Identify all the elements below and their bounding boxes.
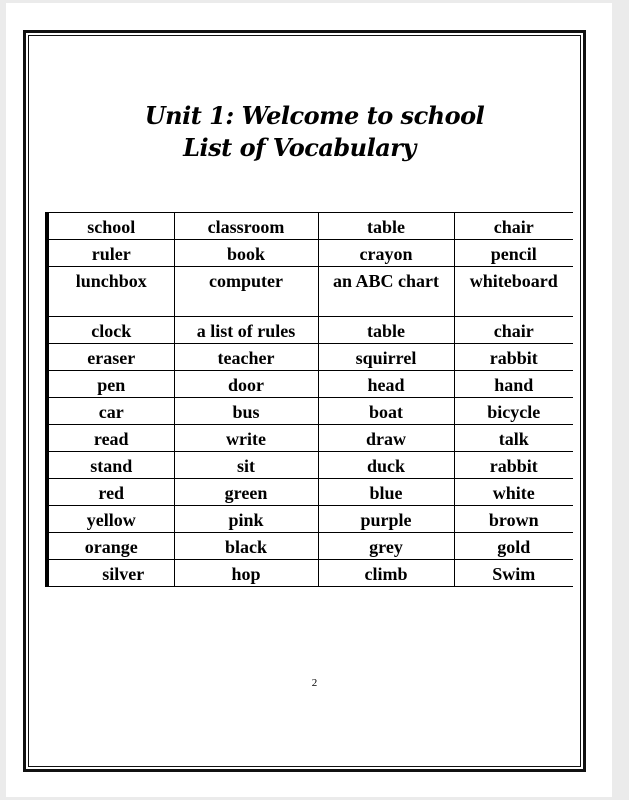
vocabulary-list-title: List of Vocabulary — [183, 133, 416, 162]
table-row — [47, 371, 573, 398]
vocab-cell: sit — [174, 452, 318, 479]
vocab-cell: computer — [174, 267, 318, 317]
table-row — [47, 533, 573, 560]
vocab-cell: door — [174, 371, 318, 398]
table-row — [47, 425, 573, 452]
vocab-cell: gold — [454, 533, 573, 560]
table-row — [47, 240, 573, 267]
vocab-cell: stand — [47, 452, 174, 479]
vocab-cell: pen — [47, 371, 174, 398]
vocab-cell: purple — [318, 506, 454, 533]
vocab-cell: crayon — [318, 240, 454, 267]
page-title — [0, 100, 629, 164]
vocab-cell: a list of rules — [174, 317, 318, 344]
table-row — [47, 479, 573, 506]
vocab-cell: grey — [318, 533, 454, 560]
vocab-cell: brown — [454, 506, 573, 533]
vocab-cell: chair — [454, 317, 573, 344]
vocab-cell: black — [174, 533, 318, 560]
vocab-cell: table — [318, 213, 454, 240]
page-number: 2 — [311, 677, 318, 689]
vocab-cell: rabbit — [454, 452, 573, 479]
vocab-cell: orange — [47, 533, 174, 560]
vocab-cell: red — [47, 479, 174, 506]
vocab-cell: climb — [318, 560, 454, 587]
vocab-cell: write — [174, 425, 318, 452]
vocab-cell: yellow — [47, 506, 174, 533]
vocab-cell: bicycle — [454, 398, 573, 425]
table-row — [47, 317, 573, 344]
vocab-cell: eraser — [47, 344, 174, 371]
vocab-cell: silver — [47, 560, 174, 587]
vocab-cell: car — [47, 398, 174, 425]
vocab-cell: squirrel — [318, 344, 454, 371]
table-row — [47, 506, 573, 533]
vocab-cell: white — [454, 479, 573, 506]
vocab-cell: read — [47, 425, 174, 452]
vocab-cell: blue — [318, 479, 454, 506]
vocab-cell: hand — [454, 371, 573, 398]
vocab-cell: bus — [174, 398, 318, 425]
table-row — [47, 213, 573, 240]
table-row — [47, 452, 573, 479]
vocab-cell: chair — [454, 213, 573, 240]
vocab-cell: pink — [174, 506, 318, 533]
vocab-cell: ruler — [47, 240, 174, 267]
vocab-cell: talk — [454, 425, 573, 452]
vocab-cell: rabbit — [454, 344, 573, 371]
vocab-cell: school — [47, 213, 174, 240]
vocab-cell: book — [174, 240, 318, 267]
table-row — [47, 344, 573, 371]
vocab-cell: clock — [47, 317, 174, 344]
vocab-cell: classroom — [174, 213, 318, 240]
vocab-cell: Swim — [454, 560, 573, 587]
vocab-cell: an ABC chart — [318, 267, 454, 317]
vocab-cell: whiteboard — [454, 267, 573, 317]
vocab-cell: draw — [318, 425, 454, 452]
vocab-cell: green — [174, 479, 318, 506]
vocab-cell: duck — [318, 452, 454, 479]
vocab-cell: table — [318, 317, 454, 344]
vocab-cell: hop — [174, 560, 318, 587]
vocab-cell: teacher — [174, 344, 318, 371]
vocab-cell: boat — [318, 398, 454, 425]
table-row — [47, 398, 573, 425]
vocab-cell: pencil — [454, 240, 573, 267]
vocabulary-table — [45, 212, 573, 587]
table-row — [47, 267, 573, 317]
vocab-cell: lunchbox — [47, 267, 174, 317]
unit-title: Unit 1: Welcome to school — [144, 101, 485, 130]
table-row — [47, 560, 573, 587]
vocab-cell: head — [318, 371, 454, 398]
